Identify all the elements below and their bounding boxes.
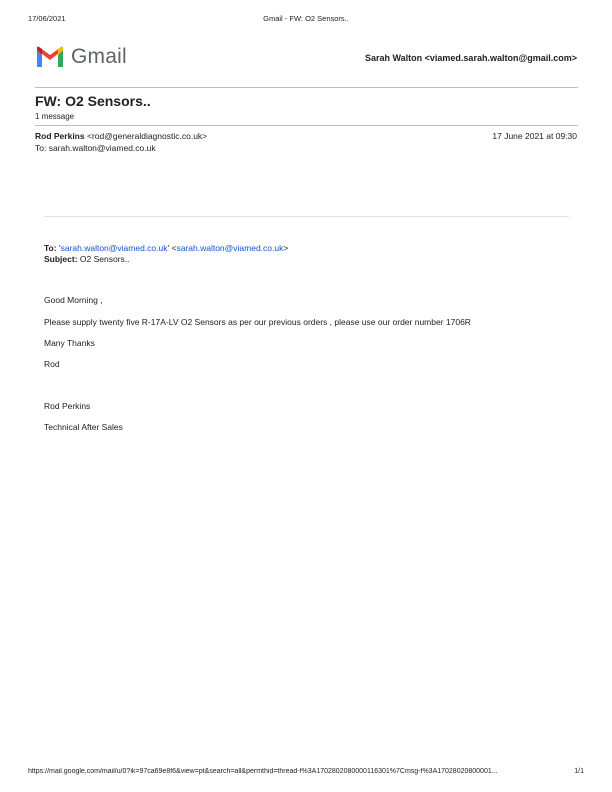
account-name: Sarah Walton <viamed.sarah.walton@gmail.com> [364,53,577,63]
print-page-number: 1/1 [574,768,584,775]
message-count: 1 message [35,112,75,121]
angle-close: > [283,243,289,253]
forwarded-subject: O2 Sensors.. [79,254,130,264]
body-greeting: Good Morning , [44,295,103,305]
sender-name: Rod Perkins [35,131,85,141]
print-title: Gmail - FW: O2 Sensors.. [263,14,349,23]
sender-line [35,131,207,141]
quote-open: ' [58,243,61,253]
quote-mid: ' < [167,243,177,253]
forwarded-to-name-link[interactable]: sarah.walton@viamed.co.uk [60,243,168,253]
print-url: https://mail.google.com/mail/u/0?ik=97ca69e8f6&view=pt&search=all&permthid=thread-f%3A1702802080000116301%7Cmsg-f%3A17028020800001... [28,768,498,775]
message-divider [35,125,578,126]
body-thanks: Many Thanks [44,338,95,348]
forwarded-to-label: To: [44,243,57,253]
forwarded-to-email-link[interactable]: sarah.walton@viamed.co.uk [176,243,284,253]
gmail-logo [35,45,127,69]
signature-title: Technical After Sales [44,422,123,432]
forwarded-subject-line [44,254,130,264]
body-signoff: Rod [44,359,60,369]
sender-email: <rod@generaldiagnostic.co.uk> [86,131,208,141]
gmail-m-icon [35,46,65,69]
gmail-wordmark: Gmail [71,45,127,68]
signature-name: Rod Perkins [44,401,91,411]
print-date: 17/06/2021 [28,14,66,23]
forwarded-subject-label: Subject: [44,254,78,264]
header-divider [35,87,578,88]
thread-subject: FW: O2 Sensors.. [35,93,151,109]
body-request: Please supply twenty five R-17A-LV O2 Sensors as per our previous orders , please use our order number 1706R [44,317,471,327]
recipient-line: To: sarah.walton@viamed.co.uk [35,143,156,153]
forwarded-to-line [44,243,288,253]
body-divider [44,216,569,217]
message-date: 17 June 2021 at 09:30 [492,131,577,141]
